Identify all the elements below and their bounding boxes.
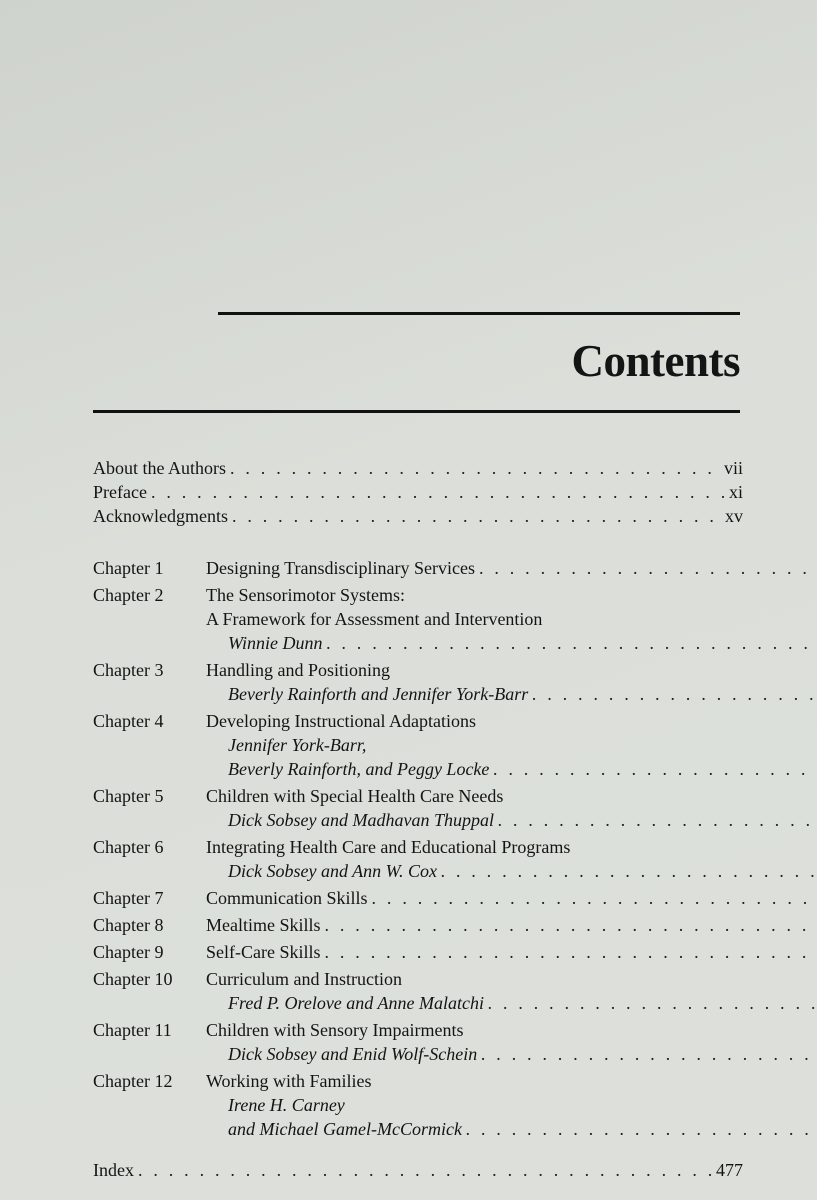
chapter-title: Children with Special Health Care Needs	[206, 786, 504, 806]
chapter-author: Fred P. Orelove and Anne Malatchi	[228, 993, 484, 1013]
entry-title: About the Authors	[93, 458, 226, 478]
dot-leader	[466, 1117, 817, 1141]
chapter-title: Mealtime Skills	[206, 915, 321, 935]
toc-entry-chapter-12	[93, 1069, 743, 1141]
page-title: Contents	[571, 336, 740, 386]
dot-leader	[493, 757, 817, 781]
chapter-author-line: and Michael Gamel-McCormick	[228, 1119, 462, 1139]
chapter-label: Chapter 2	[93, 585, 164, 605]
dot-leader	[479, 556, 817, 580]
toc-entry-chapter-1	[93, 556, 743, 580]
entry-title: Preface	[93, 482, 147, 502]
dot-leader	[488, 991, 817, 1015]
toc-entry-chapter-4	[93, 709, 743, 781]
chapter-title-line: The Sensorimotor Systems:	[206, 585, 405, 605]
entry-title: Index	[93, 1160, 134, 1180]
dot-leader	[325, 913, 817, 937]
top-rule	[218, 312, 740, 315]
toc-entry-acknowledgments	[93, 504, 743, 528]
chapter-label: Chapter 5	[93, 786, 164, 806]
chapter-title: Children with Sensory Impairments	[206, 1020, 464, 1040]
chapter-author: Dick Sobsey and Madhavan Thuppal	[228, 810, 494, 830]
chapter-label: Chapter 9	[93, 942, 164, 962]
chapter-title: Handling and Positioning	[206, 660, 390, 680]
chapter-author: Dick Sobsey and Ann W. Cox	[228, 861, 437, 881]
toc-entry-chapter-7	[93, 886, 743, 910]
toc-entry-preface	[93, 480, 743, 504]
chapter-label: Chapter 8	[93, 915, 164, 935]
chapter-author-line: Irene H. Carney	[228, 1095, 345, 1115]
toc-entry-chapter-3	[93, 658, 743, 706]
page-number: xv	[725, 506, 743, 526]
chapter-label: Chapter 4	[93, 711, 164, 731]
chapter-title: Designing Transdisciplinary Services	[206, 558, 475, 578]
table-of-contents	[93, 456, 743, 1182]
chapter-author-line: Jennifer York-Barr,	[228, 735, 367, 755]
dot-leader	[532, 682, 817, 706]
chapter-author: Dick Sobsey and Enid Wolf-Schein	[228, 1044, 478, 1064]
bottom-rule	[93, 410, 740, 413]
dot-leader	[325, 940, 817, 964]
toc-entry-chapter-8	[93, 913, 743, 937]
dot-leader	[372, 886, 817, 910]
chapter-title: Self-Care Skills	[206, 942, 321, 962]
page-number: xi	[728, 482, 743, 502]
dot-leader	[441, 859, 817, 883]
dot-leader	[481, 1042, 817, 1066]
dot-leader	[138, 1158, 712, 1182]
toc-entry-chapter-9	[93, 940, 743, 964]
dot-leader	[230, 456, 720, 480]
chapter-title: Curriculum and Instruction	[206, 969, 402, 989]
toc-entry-chapter-6	[93, 835, 743, 883]
chapter-title-line: A Framework for Assessment and Intervention	[206, 609, 543, 629]
dot-leader	[151, 480, 725, 504]
toc-entry-index	[93, 1158, 743, 1182]
chapter-author-line: Beverly Rainforth, and Peggy Locke	[228, 759, 490, 779]
page-number: 477	[716, 1160, 743, 1180]
toc-entry-chapter-11	[93, 1018, 743, 1066]
page-number: vii	[723, 458, 743, 478]
chapter-title: Developing Instructional Adaptations	[206, 711, 476, 731]
dot-leader	[498, 808, 817, 832]
chapter-author: Winnie Dunn	[228, 633, 323, 653]
toc-entry-chapter-5	[93, 784, 743, 832]
toc-entry-about-authors	[93, 456, 743, 480]
chapter-label: Chapter 7	[93, 888, 164, 908]
dot-leader	[327, 631, 817, 655]
toc-entry-chapter-2	[93, 583, 743, 655]
dot-leader	[232, 504, 721, 528]
chapter-author: Beverly Rainforth and Jennifer York-Barr	[228, 684, 529, 704]
entry-title: Acknowledgments	[93, 506, 228, 526]
chapter-label: Chapter 11	[93, 1020, 172, 1040]
chapter-label: Chapter 6	[93, 837, 164, 857]
chapter-title: Working with Families	[206, 1071, 372, 1091]
chapter-label: Chapter 10	[93, 969, 173, 989]
chapter-label: Chapter 1	[93, 558, 164, 578]
chapter-label: Chapter 12	[93, 1071, 173, 1091]
chapter-title: Integrating Health Care and Educational Programs	[206, 837, 571, 857]
chapter-title: Communication Skills	[206, 888, 368, 908]
toc-entry-chapter-10	[93, 967, 743, 1015]
chapter-label: Chapter 3	[93, 660, 164, 680]
